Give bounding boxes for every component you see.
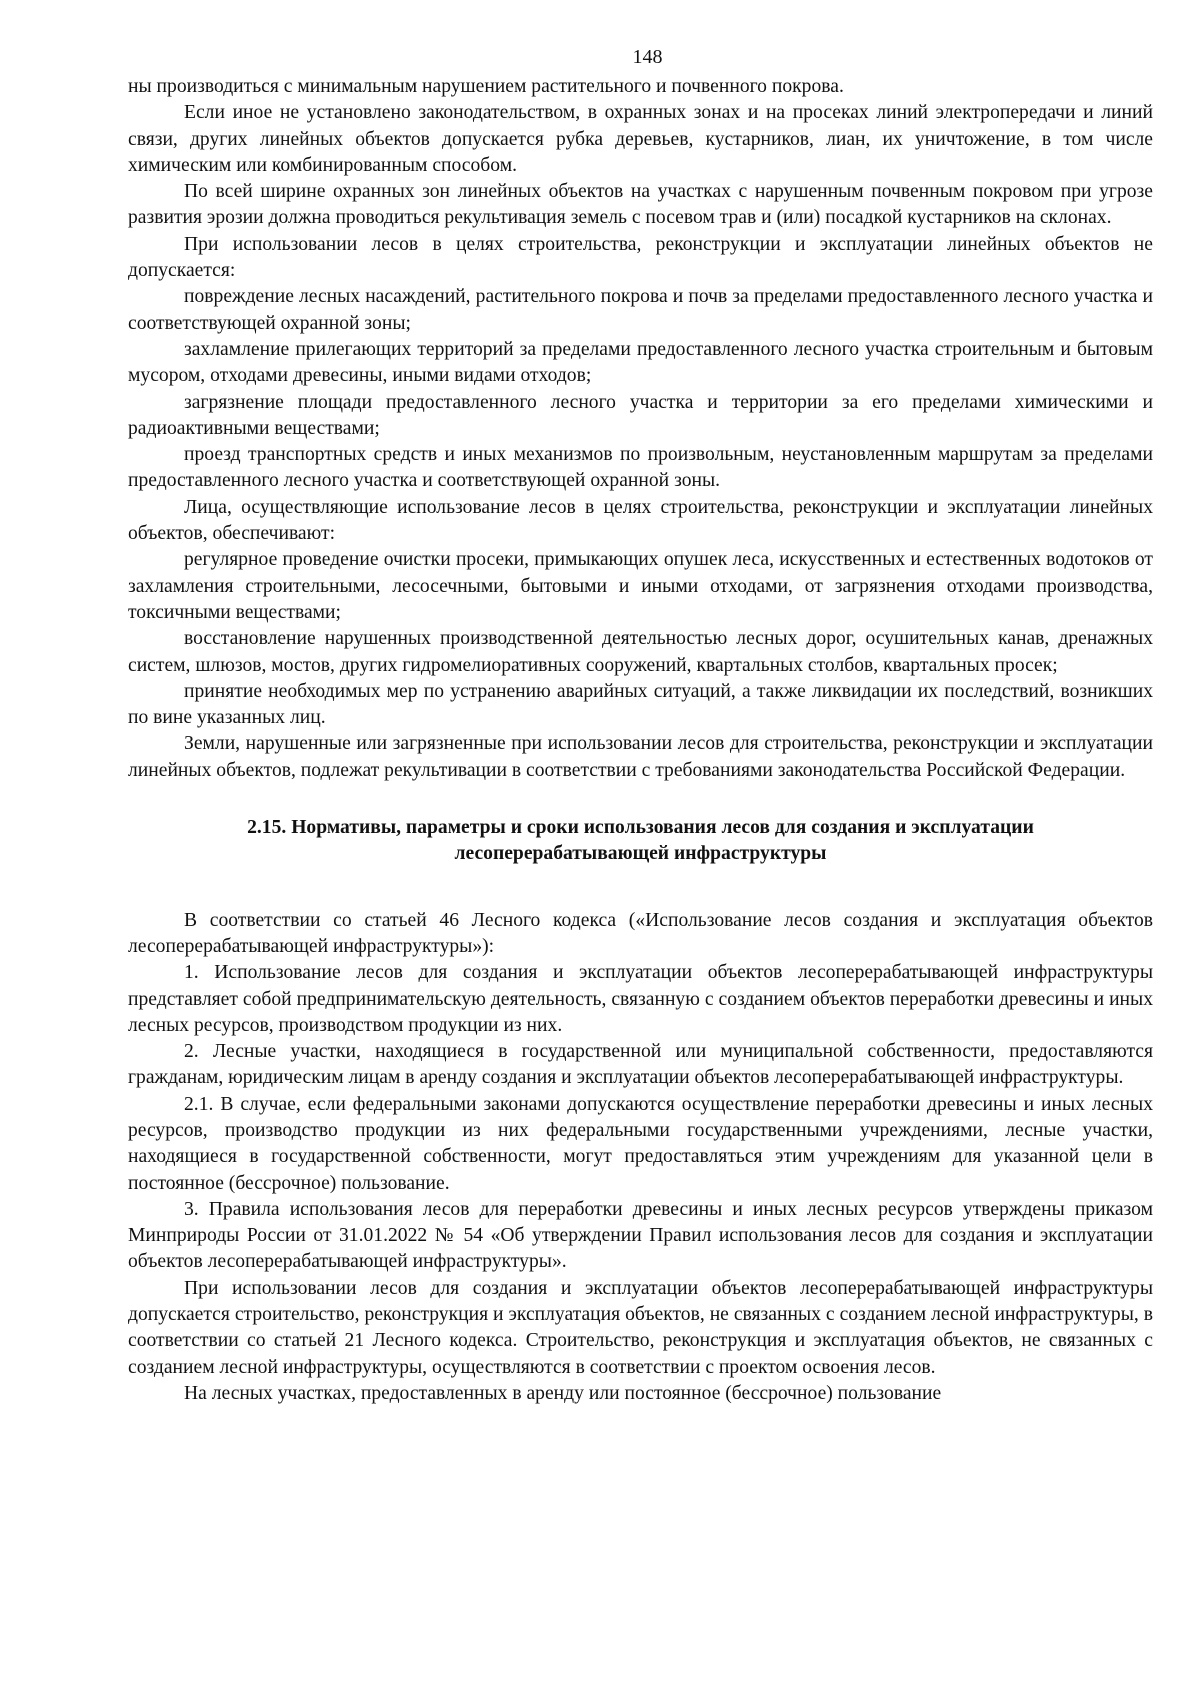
numbered-item: 1. Использование лесов для создания и эксплуатации объектов лесоперерабатывающей инфраструктуры представляет собой предпринимательскую деятельность, связанную с созданием объектов переработки древесины и иных лесных ресурсов, производством продукции из них. bbox=[128, 962, 1153, 1036]
paragraph: Земли, нарушенные или загрязненные при использовании лесов для строительства, реконструкции и эксплуатации линейных объектов, подлежат рекультивации в соответствии с требованиями законодательства Российской Федерации. bbox=[128, 733, 1153, 781]
paragraph-continuation: ны производиться с минимальным нарушением растительного и почвенного покрова. bbox=[128, 76, 844, 97]
list-item: принятие необходимых мер по устранению аварийных ситуаций, а также ликвидации их последствий, возникших по вине указанных лиц. bbox=[128, 680, 1153, 729]
paragraph: Если иное не установлено законодательством, в охранных зонах и на просеках линий электропередачи и линий связи, других линейных объектов допускается рубка деревьев, кустарников, лиан, их уничтожение, в том числе химическим или комбинированным способом. bbox=[128, 102, 1153, 176]
list-item: захламление прилегающих территорий за пределами предоставленного лесного участка строительным и бытовым мусором, отходами древесины, иными видами отходов; bbox=[128, 338, 1153, 387]
paragraph: При использовании лесов в целях строительства, реконструкции и эксплуатации линейных объектов не допускается: bbox=[128, 233, 1153, 282]
paragraph: По всей ширине охранных зон линейных объектов на участках с нарушенным почвенным покровом при угрозе развития эрозии должна проводиться рекультивация земель с посевом трав и (или) посадкой кустарников на склонах. bbox=[128, 181, 1153, 229]
document-page bbox=[128, 44, 1153, 1407]
page-number: 148 bbox=[632, 46, 663, 68]
numbered-item: 2.1. В случае, если федеральными законами допускаются осуществление переработки древесины и иных лесных ресурсов, производство продукции из них федеральными государственными учреждениями, лесные участки, находящиеся в государственной собственности, могут предоставляться этим учреждениям для указанной цели в постоянное (бессрочное) пользование. bbox=[128, 1093, 1153, 1194]
paragraph: Лица, осуществляющие использование лесов в целях строительства, реконструкции и эксплуатации линейных объектов, обеспечивают: bbox=[128, 496, 1153, 545]
list-item: повреждение лесных насаждений, растительного покрова и почв за пределами предоставленного лесного участка и соответствующей охранной зоны; bbox=[128, 286, 1153, 334]
list-item: проезд транспортных средств и иных механизмов по произвольным, неустановленным маршрутам за пределами предоставленного лесного участка и соответствующей охранной зоны. bbox=[128, 444, 1153, 492]
paragraph: На лесных участках, предоставленных в аренду или постоянное (бессрочное) пользование bbox=[184, 1382, 942, 1404]
list-item: регулярное проведение очистки просеки, примыкающих опушек леса, искусственных и естественных водотоков от захламления строительными, лесосечными, бытовыми и иными отходами, от загрязнения отходами производства, токсичными веществами; bbox=[128, 549, 1153, 623]
section-heading: 2.15. Нормативы, параметры и сроки использования лесов для создания и эксплуатации лесоперерабатывающей инфраструктуры bbox=[247, 817, 1034, 865]
numbered-item: 2. Лесные участки, находящиеся в государственной или муниципальной собственности, предоставляются гражданам, юридическим лицам в аренду создания и эксплуатации объектов лесоперерабатывающей инфраструктуры. bbox=[128, 1041, 1153, 1089]
list-item: восстановление нарушенных производственной деятельностью лесных дорог, осушительных канав, дренажных систем, шлюзов, мостов, других гидромелиоративных сооружений, квартальных столбов, квартальных просек; bbox=[128, 628, 1153, 676]
paragraph: В соответствии со статьей 46 Лесного кодекса («Использование лесов создания и эксплуатация объектов лесоперерабатывающей инфраструктуры»): bbox=[128, 909, 1153, 957]
paragraph: При использовании лесов для создания и эксплуатации объектов лесоперерабатывающей инфраструктуры допускается строительство, реконструкция и эксплуатация объектов, не связанных с созданием лесной инфраструктуры, в соответствии со статьей 21 Лесного кодекса. Строительство, реконструкция и эксплуатация объектов, не связанных с созданием лесной инфраструктуры, осуществляются в соответствии с проектом освоения лесов. bbox=[128, 1277, 1153, 1378]
numbered-item: 3. Правила использования лесов для переработки древесины и иных лесных ресурсов утверждены приказом Минприроды России от 31.01.2022 № 54 «Об утверждении Правил использования лесов для создания и эксплуатации объектов лесоперерабатывающей инфраструктуры». bbox=[128, 1198, 1153, 1273]
list-item: загрязнение площади предоставленного лесного участка и территории за его пределами химическими и радиоактивными веществами; bbox=[128, 391, 1153, 439]
